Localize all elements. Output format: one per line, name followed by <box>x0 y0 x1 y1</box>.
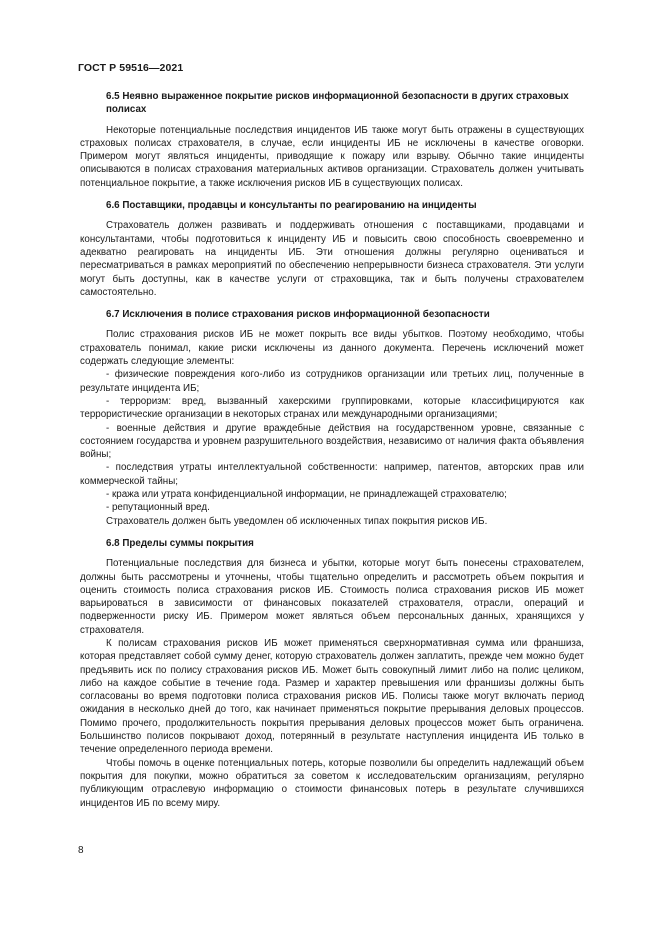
paragraph: Полис страхования рисков ИБ не может покрыть все виды убытков. Поэтому необходимо, чтобы страхователь понимал, какие риски исключены из данного документа. Перечень исключений может содержать следующие элементы: <box>80 329 584 368</box>
list-item: - репутационный вред. <box>106 502 210 514</box>
section-title: 6.5 Неявно выраженное покрытие рисков информационной безопасности в других страховых полисах <box>106 91 569 116</box>
paragraph: Страхователь должен развивать и поддерживать отношения с поставщиками, продавцами и консультантами, чтобы подготовиться к инциденту ИБ и повысить свою способность своевременно и адекватно реагировать на инциденты ИБ. Эти отношения должны регулярно оцениваться и пересматриваться в рамках мероприятий по обеспечению непрерывности бизнеса страхователя. Эти услуги могут быть доступны, как в качестве услуги от страховщика, так и быть получены страхователем самостоятельно. <box>80 220 584 298</box>
section-6-5 <box>80 90 584 190</box>
list-item: - последствия утраты интеллектуальной собственности: например, патентов, авторских прав или коммерческой тайны; <box>80 462 584 487</box>
paragraph: Потенциальные последствия для бизнеса и убытки, которые могут быть понесены страхователем, должны быть рассмотрены и уточнены, чтобы тщательно определить и рассмотреть объем покрытия и оценить стоимость полиса страхования рисков ИБ. Стоимость полиса страхования рисков ИБ может варьироваться в зависимости от финансовых показателей страхователя, отрасли, операций и подверженности риску ИБ. Примером может являться объем персональных данных, хранящихся у страхователя. <box>80 558 584 636</box>
section-6-6 <box>80 199 584 299</box>
document-body <box>80 90 584 819</box>
list-item: - кража или утрата конфиденциальной информации, не принадлежащей страхователю; <box>106 489 507 501</box>
section-title: 6.8 Пределы суммы покрытия <box>106 537 254 549</box>
list-item: - физические повреждения кого-либо из сотрудников организации или третьих лиц, полученные в результате инцидента ИБ; <box>80 369 584 394</box>
section-6-7 <box>80 308 584 528</box>
section-title: 6.7 Исключения в полисе страхования рисков информационной безопасности <box>106 309 490 321</box>
document-id-header: ГОСТ Р 59516—2021 <box>78 62 184 74</box>
section-title: 6.6 Поставщики, продавцы и консультанты по реагированию на инциденты <box>106 200 477 212</box>
paragraph: Страхователь должен быть уведомлен об исключенных типах покрытия рисков ИБ. <box>106 515 488 527</box>
paragraph: Чтобы помочь в оценке потенциальных потерь, которые позволили бы определить надлежащий объем покрытия для покупки, можно обратиться за советом к исследовательским организациям, регулярно публикующим отраслевую информацию о стоимости финансовых потерь в результате случившихся инцидентов ИБ по всему миру. <box>80 757 584 809</box>
list-item: - военные действия и другие враждебные действия на государственном уровне, связанные с состоянием государства и уровнем разрушительного воздействия, независимо от наличия факта объявления войны; <box>80 422 584 461</box>
list-item: - терроризм: вред, вызванный хакерскими группировками, которые классифицируются как террористические организации в некоторых странах или международными организациями; <box>80 395 584 421</box>
section-6-8 <box>80 537 584 810</box>
paragraph: К полисам страхования рисков ИБ может применяться сверхнормативная сумма или франшиза, которая представляет собой сумму денег, которую страхователь должен заплатить, прежде чем можно будет предъявить иск по полису страхования рисков ИБ. Может быть совокупный лимит либо на полис целиком, либо на каждое событие в течение года. Размер и характер превышения или франшизы должны быть согласованы во время подготовки полиса страхования рисков ИБ. Полисы также могут включать период ожидания в несколько дней до того, как начинает применяться покрытие прерывания деловых процессов. Помимо прочего, продолжительность покрытия прерывания деловых процессов может быть ограничена. Большинство полисов покрывают доход, потерянный в результате наступления инцидента ИБ только в течение определенного периода времени. <box>80 637 584 756</box>
paragraph: Некоторые потенциальные последствия инцидентов ИБ также могут быть отражены в существующих страховых полисах страхователя, в случае, если инциденты ИБ не исключены в качестве оговорки. Примером могут являться инциденты, приводящие к пожару или взрыву. Обычно такие инциденты описываются в полисах страхования материальных активов организации. Страхователь должен учитывать потенциальное покрытие, а также исключения рисков ИБ в существующих полисах. <box>80 124 584 189</box>
page-number: 8 <box>78 845 84 856</box>
